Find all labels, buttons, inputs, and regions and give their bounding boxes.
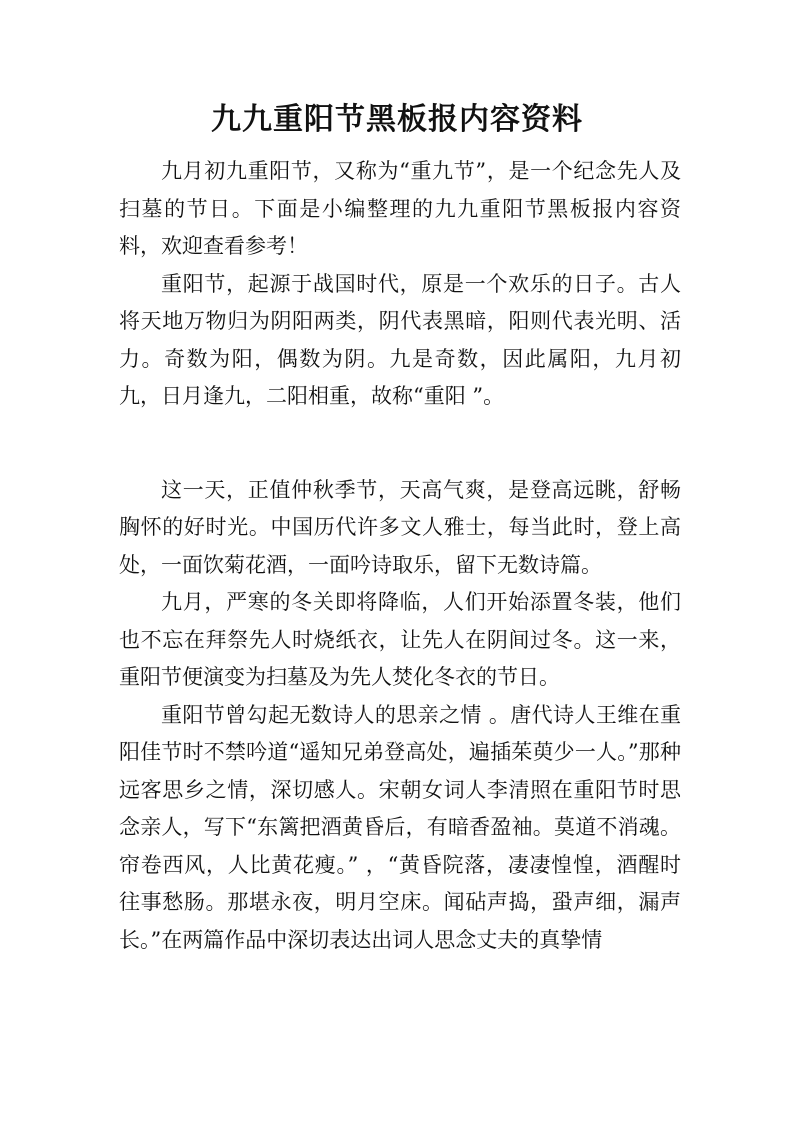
paragraph-gap	[119, 416, 681, 472]
document-body	[119, 153, 681, 959]
paragraph-winter-clothes: 九月，严寒的冬关即将降临，人们开始添置冬装，他们也不忘在拜祭先人时烧纸衣，让先人在阴间过冬。这一来，重阳节便演变为扫墓及为先人焚化冬衣的节日。	[119, 590, 681, 689]
document-title: 九九重阳节黑板报内容资料	[211, 102, 583, 137]
paragraph-poets: 重阳节曾勾起无数诗人的思亲之情 。唐代诗人王维在重阳佳节时不禁吟道“遥知兄弟登高处，遍插茱萸少一人。”那种远客思乡之情，深切感人。宋朝女词人李清照在重阳节时思念亲人，写下“东篱把酒黄昏后，有暗香盈袖。莫道不消魂。帘卷西风，人比黄花瘦。” ，“黄昏院落，凄凄惶惶，酒醒时往事愁肠。那堪永夜，明月空床。闻砧声捣，蛩声细，漏声长。”在两篇作品中深切表达出词人思念丈夫的真挚情	[119, 702, 681, 952]
paragraph-autumn: 这一天，正值仲秋季节，天高气爽，是登高远眺，舒畅胸怀的好时光。中国历代许多文人雅士，每当此时，登上高处，一面饮菊花酒，一面吟诗取乐，留下无数诗篇。	[119, 477, 681, 577]
paragraph-intro: 九月初九重阳节，又称为“重九节”，是一个纪念先人及扫墓的节日。下面是小编整理的九九重阳节黑板报内容资料，欢迎查看参考！	[119, 159, 681, 258]
paragraph-origin: 重阳节，起源于战国时代，原是一个欢乐的日子。古人将天地万物归为阴阳两类，阴代表黑暗，阳则代表光明、活力。奇数为阳，偶数为阴。九是奇数，因此属阳，九月初九，日月逢九，二阳相重，故称“重阳 ”。	[119, 271, 681, 408]
